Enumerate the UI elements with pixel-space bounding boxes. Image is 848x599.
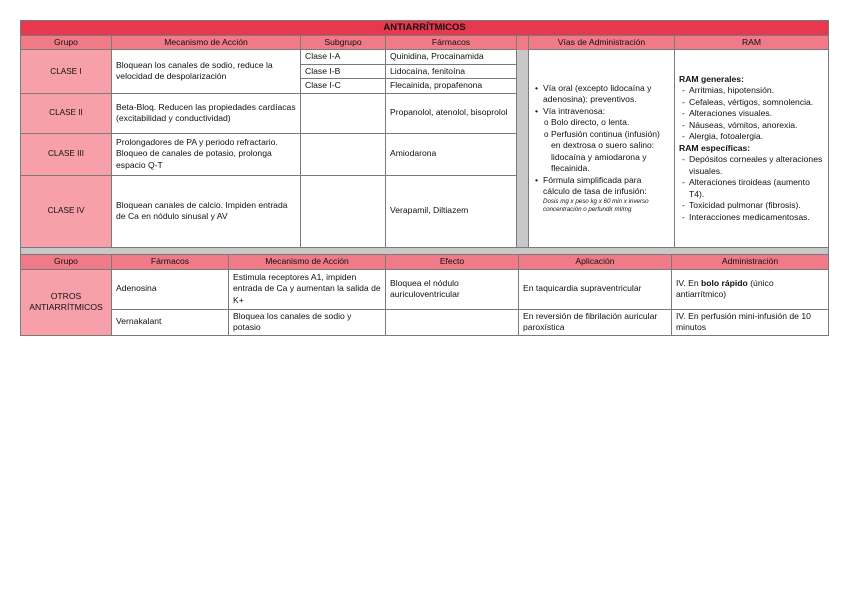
ram-especifica-item: - Interacciones medicamentosas.: [689, 212, 824, 224]
subgrupo-clase-2: [301, 93, 386, 133]
ram-especificas-list: [679, 154, 824, 223]
administracion-adenosina: [672, 269, 829, 309]
formula-text: Dosis mg x peso kg x 60 min x inverso concentración o perfundir ml/mg: [543, 197, 649, 213]
gap-column: [517, 35, 529, 50]
grupo-otros: OTROS ANTIARRÍTMICOS: [21, 269, 112, 335]
antiarritmicos-table: [20, 20, 829, 247]
otros-header-grupo: Grupo: [21, 255, 112, 270]
farmaco-adenosina: Adenosina: [112, 269, 229, 309]
ram-general-item: - Náuseas, vómitos, anorexia.: [689, 120, 824, 132]
ram-especifica-item: - Depósitos corneales y alteraciones visuales.: [689, 154, 824, 177]
ram-general-item: - Arritmias, hipotensión.: [689, 85, 824, 97]
farmacos-clase-1b: Lidocaína, fenitoína: [386, 64, 517, 79]
gap-column: [517, 50, 529, 248]
farmaco-vernakalant: Vernakalant: [112, 309, 229, 335]
subgrupo-clase-1c: Clase I-C: [301, 79, 386, 94]
subgrupo-clase-4: [301, 175, 386, 247]
subgrupo-clase-1a: Clase I-A: [301, 50, 386, 65]
efecto-adenosina: Bloquea el nódulo auriculoventricular: [386, 269, 519, 309]
header-subgrupo: Subgrupo: [301, 35, 386, 50]
mecanismo-adenosina: Estimula receptores A1, impiden entrada de Ca y aumentan la salida de K+: [229, 269, 386, 309]
mecanismo-vernakalant: Bloquea los canales de sodio y potasio: [229, 309, 386, 335]
ram-general-item: - Alteraciones visuales.: [689, 108, 824, 120]
header-vias: Vías de Administración: [529, 35, 675, 50]
formula-title: • Fórmula simplificada para cálculo de tasa de infusión:: [543, 175, 670, 198]
ram-generales-title: RAM generales:: [679, 73, 744, 84]
farmacos-clase-1a: Quinidina, Procainamida: [386, 50, 517, 65]
table-title: ANTIARRÍTMICOS: [21, 21, 829, 36]
grupo-clase-1: CLASE I: [21, 50, 112, 94]
admin-text: IV. En: [676, 277, 702, 288]
mecanismo-clase-1: Bloquean los canales de sodio, reduce la velocidad de despolarización: [112, 50, 301, 94]
aplicacion-vernakalant: En reversión de fibrilación auricular paroxística: [519, 309, 672, 335]
ram-general-item: - Cefaleas, vértigos, somnolencia.: [689, 97, 824, 109]
otros-header-mecanismo: Mecanismo de Acción: [229, 255, 386, 270]
ram-especificas-title: RAM específicas:: [679, 142, 751, 153]
mecanismo-clase-3: Prolongadores de PA y periodo refractario. Bloqueo de canales de potasio, prolonga espacio Q-T: [112, 133, 301, 175]
header-ram: RAM: [675, 35, 829, 50]
header-grupo: Grupo: [21, 35, 112, 50]
otros-header-efecto: Efecto: [386, 255, 519, 270]
administracion-vernakalant: IV. En perfusión mini-infusión de 10 minutos: [672, 309, 829, 335]
subgrupo-clase-3: [301, 133, 386, 175]
farmacos-clase-2: Propanolol, atenolol, bisoprolol: [386, 93, 517, 133]
ram-general-item: - Alergia, fotoalergia.: [689, 131, 824, 143]
otros-header-administracion: Administración: [672, 255, 829, 270]
ram-especifica-item: - Alteraciones tiroideas (aumento T4).: [689, 177, 824, 200]
ram-especifica-item: - Toxicidad pulmonar (fibrosis).: [689, 200, 824, 212]
otros-header-farmacos: Fármacos: [112, 255, 229, 270]
farmacos-clase-1c: Flecainida, propafenona: [386, 79, 517, 94]
subgrupo-clase-1b: Clase I-B: [301, 64, 386, 79]
otros-antiarritmicos-table: [20, 247, 829, 336]
header-farmacos: Fármacos: [386, 35, 517, 50]
grupo-clase-2: CLASE II: [21, 93, 112, 133]
otros-header-aplicacion: Aplicación: [519, 255, 672, 270]
separator-bar: [21, 248, 829, 255]
grupo-clase-3: CLASE III: [21, 133, 112, 175]
via-bolo: o Bolo directo, o lenta.: [543, 117, 670, 129]
header-mecanismo: Mecanismo de Acción: [112, 35, 301, 50]
grupo-clase-4: CLASE IV: [21, 175, 112, 247]
aplicacion-adenosina: En taquicardia supraventricular: [519, 269, 672, 309]
admin-text: (único antiarrítmico): [676, 277, 774, 299]
via-perfusion: o Perfusión continua (infusión) en dextrosa o suero salino: lidocaína y amiodarona y flecainida.: [543, 129, 670, 175]
admin-bold-text: bolo rápido: [701, 277, 748, 288]
ram-cell: [675, 50, 829, 248]
vias-list: [533, 83, 670, 214]
ram-generales-list: [679, 85, 824, 143]
efecto-vernakalant: [386, 309, 519, 335]
farmacos-clase-4: Verapamil, Diltiazem: [386, 175, 517, 247]
via-oral: • Vía oral (excepto lidocaína y adenosina): preventivos.: [543, 83, 670, 106]
vias-administracion-cell: [529, 50, 675, 248]
antiarritmicos-table-container: [20, 20, 828, 336]
mecanismo-clase-4: Bloquean canales de calcio. Impiden entrada de Ca en nódulo sinusal y AV: [112, 175, 301, 247]
mecanismo-clase-2: Beta-Bloq. Reducen las propiedades cardíacas (excitabilidad y conductividad): [112, 93, 301, 133]
farmacos-clase-3: Amiodarona: [386, 133, 517, 175]
via-intravenosa: • Vía intravenosa:: [543, 106, 670, 118]
